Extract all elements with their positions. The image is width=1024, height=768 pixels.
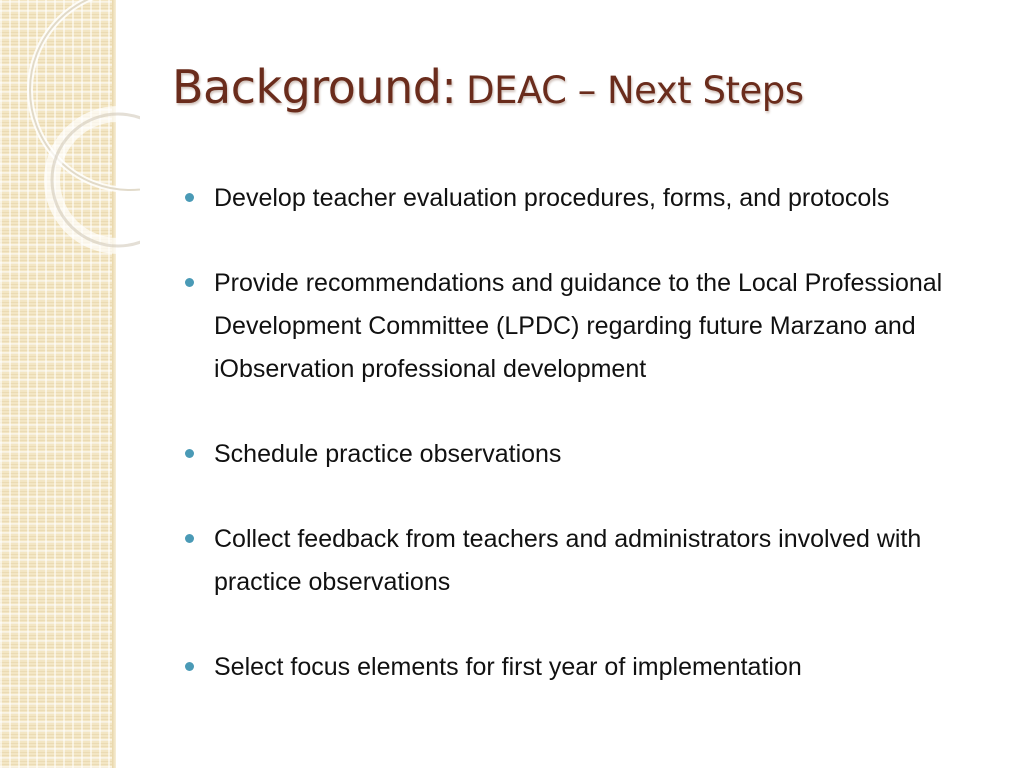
- bullet-text: Schedule practice observations: [214, 440, 562, 468]
- bullet-text: Collect feedback from teachers and administrators involved with practice observations: [214, 525, 922, 596]
- bullet-dot-icon: [185, 193, 194, 202]
- bullet-dot-icon: [185, 278, 194, 287]
- bullet-dot-icon: [185, 662, 194, 671]
- bullet-item: [185, 177, 1005, 220]
- bullet-text: Develop teacher evaluation procedures, forms, and protocols: [214, 184, 890, 212]
- bullet-list: [185, 177, 1005, 731]
- bullet-item: [185, 646, 1005, 689]
- slide-title: [172, 60, 803, 114]
- bullet-item: [185, 518, 1005, 604]
- bullet-text: Select focus elements for first year of implementation: [214, 653, 802, 681]
- title-main: Background:: [172, 60, 457, 114]
- bullet-dot-icon: [185, 449, 194, 458]
- decorative-rings-icon: [0, 0, 140, 260]
- bullet-item: [185, 262, 1005, 391]
- bullet-dot-icon: [185, 534, 194, 543]
- bullet-item: [185, 433, 1005, 476]
- bullet-text: Provide recommendations and guidance to the Local Professional Development Committee (LPDC) regarding future Marzano and iObservation professional development: [214, 269, 943, 383]
- title-sub: DEAC – Next Steps: [466, 69, 804, 112]
